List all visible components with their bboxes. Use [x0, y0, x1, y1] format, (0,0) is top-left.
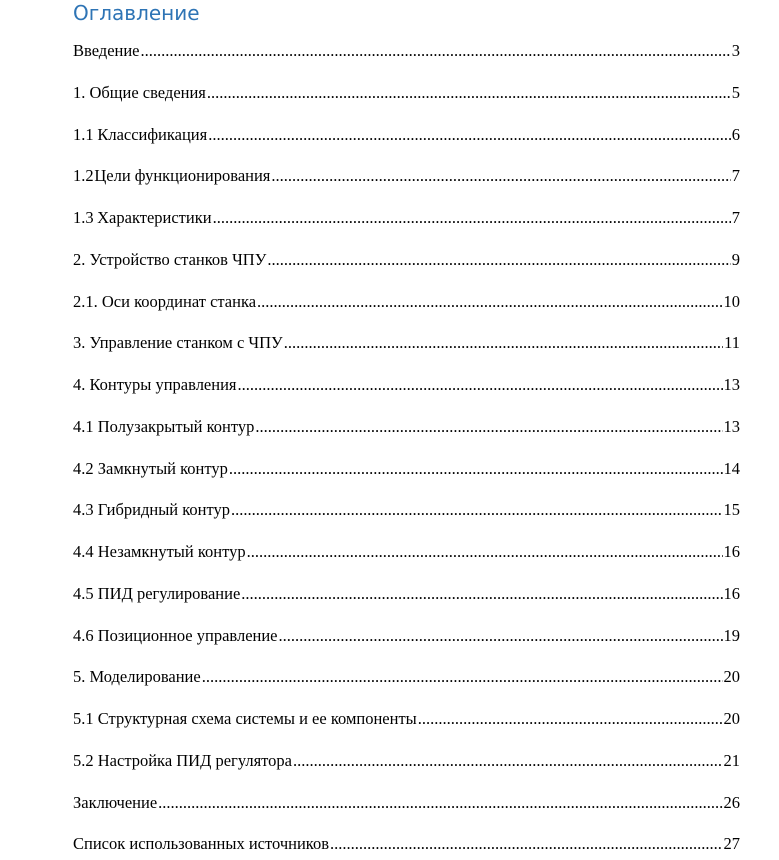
toc-entry[interactable] [73, 625, 740, 647]
toc-entry[interactable] [73, 583, 740, 605]
toc-entry[interactable] [73, 165, 740, 187]
toc-dot-leader [257, 291, 722, 313]
toc-entry[interactable] [73, 541, 740, 563]
toc-entry-page-number: 5 [731, 82, 740, 102]
toc-entry-page-number: 14 [723, 458, 740, 478]
toc-entry[interactable] [73, 374, 740, 396]
toc-entry-page-number: 16 [723, 583, 740, 603]
toc-entry-page-number: 27 [723, 834, 740, 854]
toc-entry-title: 2.1. Оси координат станка [73, 291, 257, 311]
toc-entry[interactable] [73, 332, 740, 354]
toc-dot-leader [284, 332, 723, 354]
toc-entry-page-number: 15 [723, 500, 740, 520]
toc-entry[interactable] [73, 792, 740, 814]
toc-entry-page-number: 20 [723, 709, 740, 728]
toc-entry[interactable] [73, 249, 740, 271]
toc-dot-leader [158, 792, 722, 814]
toc-entry-title: 5.2 Настройка ПИД регулятора [73, 750, 292, 770]
toc-entry-page-number: 20 [723, 667, 740, 687]
toc-dot-leader [202, 666, 723, 688]
toc-entry[interactable] [73, 40, 740, 62]
toc-dot-leader [247, 541, 723, 563]
toc-entry-title: Введение [73, 41, 140, 60]
toc-entry-title: 4.5 ПИД регулирование [73, 583, 241, 603]
toc-entry-title: Классификация [97, 124, 208, 144]
toc-dot-leader [231, 499, 723, 521]
toc-entry-page-number: 21 [723, 750, 740, 770]
toc-entry[interactable] [73, 82, 740, 104]
toc-entry-page-number: 7 [731, 208, 740, 227]
toc-dot-leader [293, 750, 723, 772]
toc-entry[interactable] [73, 124, 740, 146]
toc-entry-page-number: 9 [731, 249, 740, 269]
toc-entry[interactable] [73, 708, 740, 730]
toc-entry[interactable] [73, 833, 740, 855]
toc-entry-number: 1.1 [73, 124, 94, 144]
toc-entry-title: 4.2 Замкнутый контур [73, 458, 228, 478]
toc-entry-title: 4. Контуры управления [73, 375, 237, 394]
toc-entry[interactable] [73, 207, 740, 229]
toc-dot-leader [330, 833, 723, 855]
toc-entry-page-number: 19 [723, 625, 740, 645]
toc-entry-title: 5.1 Структурная схема системы и ее компоненты [73, 709, 417, 728]
toc-entry-title: 5. Моделирование [73, 667, 201, 687]
toc-dot-leader [208, 124, 731, 146]
toc-entry-page-number: 7 [731, 166, 740, 186]
toc-dot-leader [141, 40, 731, 62]
toc-dot-leader [271, 165, 730, 187]
toc-entry-title: 4.1 Полузакрытый контур [73, 416, 255, 436]
toc-dot-leader [279, 625, 723, 647]
toc-dot-leader [229, 458, 723, 480]
toc-entry-title: 1. Общие сведения [73, 82, 206, 102]
toc-entry-title: 4.3 Гибридный контур [73, 500, 230, 520]
toc-entry-number: 1.2 [73, 166, 94, 186]
toc-entry[interactable] [73, 750, 740, 772]
toc-dot-leader [255, 416, 722, 438]
toc-entry-title: Заключение [73, 792, 158, 812]
toc-dot-leader [418, 708, 723, 730]
toc-entry-title: 4.4 Незамкнутый контур [73, 542, 246, 561]
toc-entry-title: Цели функционирования [94, 166, 271, 186]
toc-entry[interactable] [73, 458, 740, 480]
toc-entry-title: Список использованных источников [73, 834, 329, 854]
toc-dot-leader [267, 249, 730, 271]
toc-entry-page-number: 3 [731, 41, 740, 60]
toc-entry-page-number: 16 [723, 542, 740, 561]
toc-entry[interactable] [73, 666, 740, 688]
toc-entry-page-number: 11 [724, 333, 740, 353]
toc-entry[interactable] [73, 499, 740, 521]
toc-entry-page-number: 13 [723, 375, 740, 394]
toc-entry-title: 3. Управление станком с ЧПУ [73, 333, 283, 353]
toc-entry-title: 4.6 Позиционное управление [73, 625, 278, 645]
toc-entry-title: 2. Устройство станков ЧПУ [73, 249, 267, 269]
toc-entry-number: 1.3 [73, 208, 94, 227]
toc-entry-page-number: 13 [723, 416, 740, 436]
toc-dot-leader [213, 207, 731, 229]
toc-dot-leader [207, 82, 731, 104]
toc-entry[interactable] [73, 416, 740, 438]
toc-dot-leader [238, 374, 723, 396]
toc-entry[interactable] [73, 291, 740, 313]
toc-entry-page-number: 10 [723, 291, 740, 311]
toc-dot-leader [241, 583, 722, 605]
toc-entry-title: Характеристики [97, 208, 212, 227]
toc-entry-page-number: 26 [723, 792, 740, 812]
toc-entry-page-number: 6 [731, 124, 740, 144]
toc-heading: Оглавление [73, 1, 200, 25]
